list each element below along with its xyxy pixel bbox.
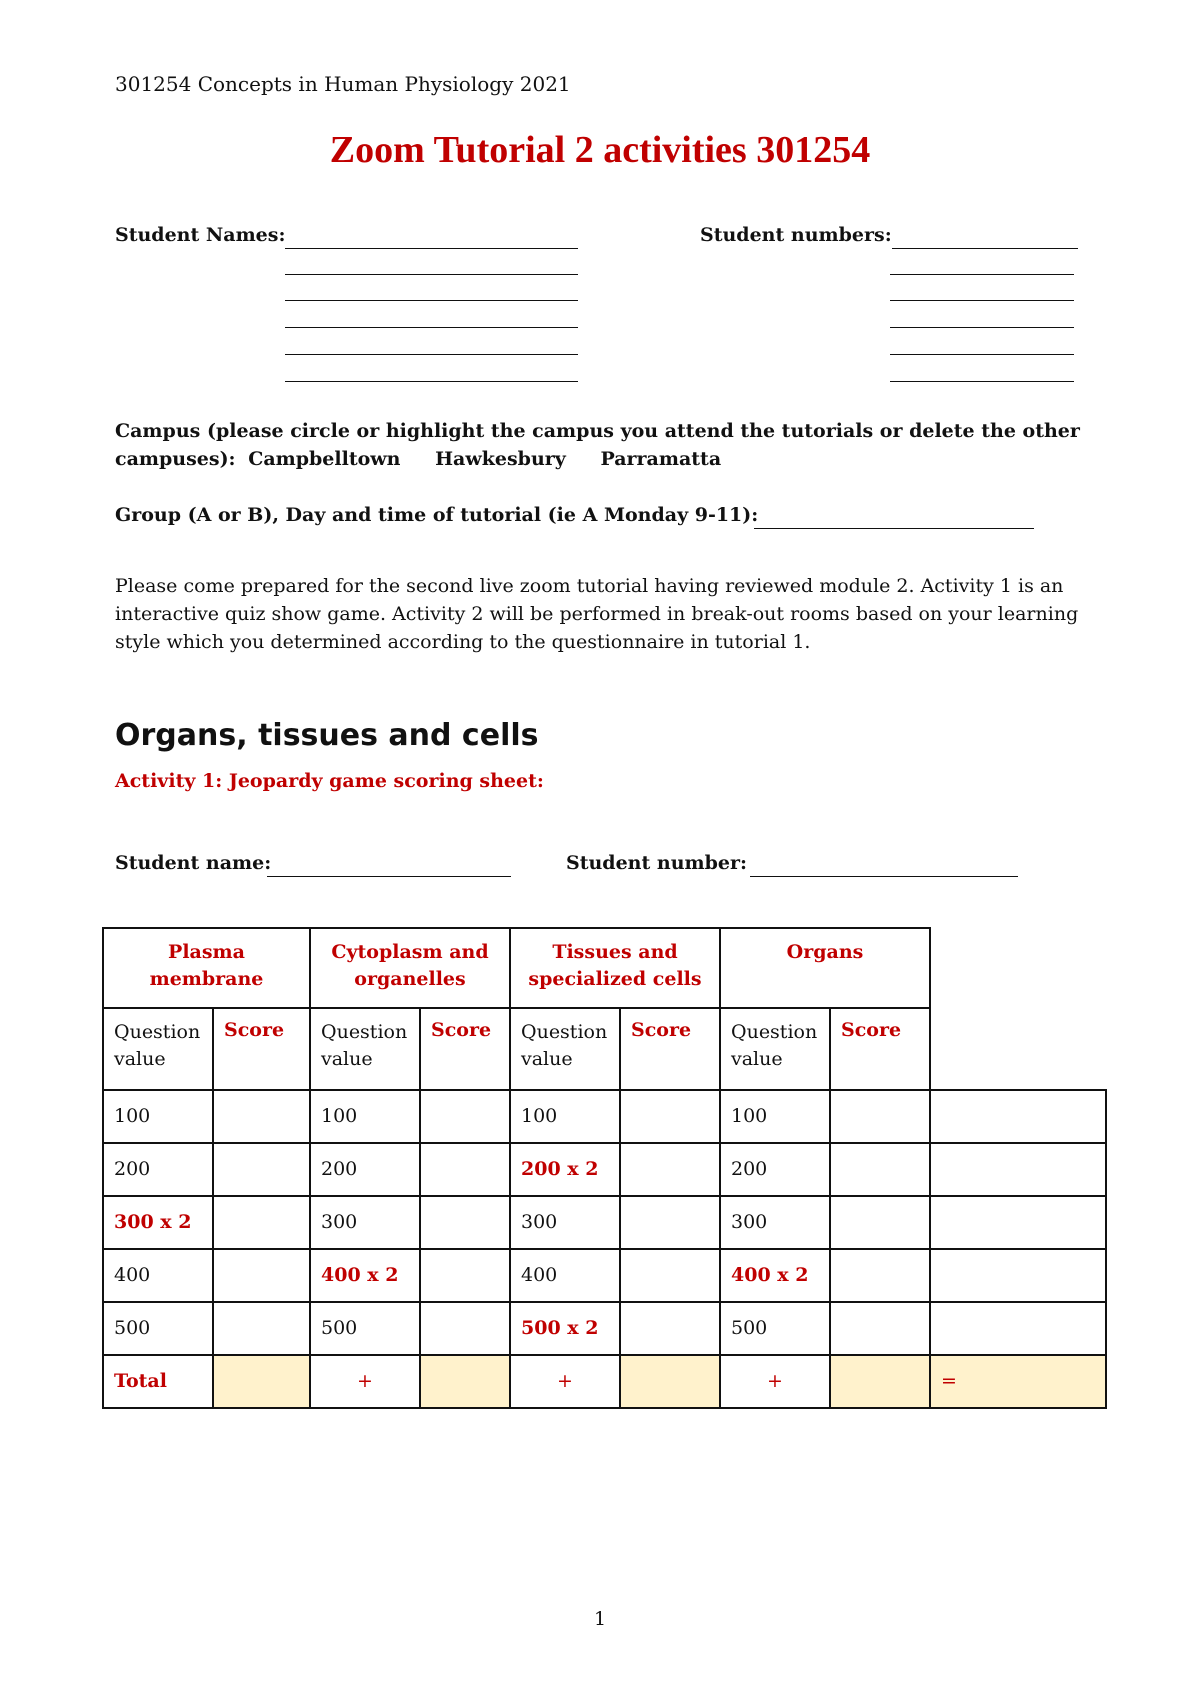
question-value-cell: 200 bbox=[310, 1143, 420, 1196]
question-value-cell: 200 x 2 bbox=[510, 1143, 620, 1196]
score-cell[interactable] bbox=[420, 1302, 510, 1355]
question-value-header: Question value bbox=[720, 1008, 830, 1090]
student-name-line-3[interactable] bbox=[285, 300, 578, 301]
question-value-cell: 400 x 2 bbox=[720, 1249, 830, 1302]
score-cell[interactable] bbox=[420, 1249, 510, 1302]
score-cell[interactable] bbox=[830, 1143, 930, 1196]
score-cell[interactable] bbox=[213, 1196, 310, 1249]
student-numbers-label: Student numbers: bbox=[700, 224, 892, 246]
score-header: Score bbox=[620, 1008, 720, 1090]
question-value-cell: 500 x 2 bbox=[510, 1302, 620, 1355]
student-number-line-3[interactable] bbox=[890, 300, 1074, 301]
student-number-line-6[interactable] bbox=[890, 381, 1074, 382]
intro-line-2: interactive quiz show game. Activity 2 will be performed in break-out rooms based on your learning bbox=[115, 603, 1079, 625]
question-value-cell: 100 bbox=[720, 1090, 830, 1143]
extra-cell bbox=[930, 1249, 1106, 1302]
campus-options bbox=[115, 448, 721, 470]
extra-cell bbox=[930, 1196, 1106, 1249]
blank-corner bbox=[930, 928, 1106, 1008]
score-cell[interactable] bbox=[830, 1090, 930, 1143]
question-value-header: Question value bbox=[510, 1008, 620, 1090]
plus-sign: + bbox=[720, 1355, 830, 1408]
group-line[interactable] bbox=[754, 528, 1034, 529]
question-value-header: Question value bbox=[103, 1008, 213, 1090]
score-cell[interactable] bbox=[830, 1302, 930, 1355]
activity-title: Activity 1: Jeopardy game scoring sheet: bbox=[115, 770, 544, 792]
question-value-cell: 300 bbox=[510, 1196, 620, 1249]
extra-cell bbox=[930, 1090, 1106, 1143]
question-value-cell: 200 bbox=[720, 1143, 830, 1196]
score-cell[interactable] bbox=[620, 1143, 720, 1196]
score-cell[interactable] bbox=[213, 1090, 310, 1143]
intro-paragraph bbox=[115, 572, 1100, 656]
score-student-number-line[interactable] bbox=[750, 876, 1018, 877]
question-value-cell: 100 bbox=[510, 1090, 620, 1143]
extra-cell bbox=[930, 1302, 1106, 1355]
student-name-line-2[interactable] bbox=[285, 274, 578, 275]
student-name-line-5[interactable] bbox=[285, 354, 578, 355]
question-value-cell: 200 bbox=[103, 1143, 213, 1196]
student-number-line-2[interactable] bbox=[890, 274, 1074, 275]
score-cell[interactable] bbox=[830, 1196, 930, 1249]
category-cytoplasm: Cytoplasm and organelles bbox=[310, 928, 510, 1008]
question-value-cell: 500 bbox=[310, 1302, 420, 1355]
jeopardy-score-table bbox=[102, 927, 1107, 1409]
question-value-cell: 300 bbox=[310, 1196, 420, 1249]
question-value-cell: 400 x 2 bbox=[310, 1249, 420, 1302]
campus-campbelltown[interactable]: Campbelltown bbox=[248, 448, 401, 470]
student-name-line-1[interactable] bbox=[285, 248, 578, 249]
score-student-number-label: Student number: bbox=[566, 852, 748, 874]
group-label: Group (A or B), Day and time of tutorial (ie A Monday 9-11): bbox=[115, 504, 759, 526]
question-value-cell: 500 bbox=[720, 1302, 830, 1355]
question-value-cell: 100 bbox=[310, 1090, 420, 1143]
question-value-cell: 300 bbox=[720, 1196, 830, 1249]
page-number: 1 bbox=[593, 1608, 607, 1630]
question-value-cell: 500 bbox=[103, 1302, 213, 1355]
score-cell[interactable] bbox=[420, 1090, 510, 1143]
student-number-line-5[interactable] bbox=[890, 354, 1074, 355]
student-names-label: Student Names: bbox=[115, 224, 286, 246]
score-header: Score bbox=[420, 1008, 510, 1090]
student-name-line-4[interactable] bbox=[285, 327, 578, 328]
score-cell[interactable] bbox=[620, 1249, 720, 1302]
score-cell[interactable] bbox=[213, 1302, 310, 1355]
total-score-tissues[interactable] bbox=[620, 1355, 720, 1408]
extra-cell bbox=[930, 1143, 1106, 1196]
category-tissues: Tissues and specialized cells bbox=[510, 928, 720, 1008]
score-student-name-line[interactable] bbox=[267, 876, 511, 877]
score-cell[interactable] bbox=[213, 1143, 310, 1196]
intro-line-1: Please come prepared for the second live zoom tutorial having reviewed module 2. Activity 1 is an bbox=[115, 575, 1064, 597]
campus-prefix: campuses): bbox=[115, 448, 236, 470]
category-plasma-membrane: Plasma membrane bbox=[103, 928, 310, 1008]
student-number-line-4[interactable] bbox=[890, 327, 1074, 328]
campus-instruction: Campus (please circle or highlight the campus you attend the tutorials or delete the other bbox=[115, 420, 1080, 442]
score-header: Score bbox=[213, 1008, 310, 1090]
page-title: Zoom Tutorial 2 activities 301254 bbox=[329, 129, 871, 171]
plus-sign: + bbox=[310, 1355, 420, 1408]
score-student-name-label: Student name: bbox=[115, 852, 272, 874]
section-title: Organs, tissues and cells bbox=[115, 718, 539, 753]
question-value-cell: 300 x 2 bbox=[103, 1196, 213, 1249]
total-score-cytoplasm[interactable] bbox=[420, 1355, 510, 1408]
campus-parramatta[interactable]: Parramatta bbox=[600, 448, 722, 470]
score-header: Score bbox=[830, 1008, 930, 1090]
course-header: 301254 Concepts in Human Physiology 2021 bbox=[115, 72, 571, 96]
score-cell[interactable] bbox=[620, 1090, 720, 1143]
total-score-organs[interactable] bbox=[830, 1355, 930, 1408]
campus-hawkesbury[interactable]: Hawkesbury bbox=[435, 448, 566, 470]
question-value-cell: 400 bbox=[103, 1249, 213, 1302]
student-number-line-1[interactable] bbox=[892, 248, 1078, 249]
category-organs: Organs bbox=[720, 928, 930, 1008]
score-cell[interactable] bbox=[213, 1249, 310, 1302]
grand-total[interactable]: = bbox=[930, 1355, 1106, 1408]
blank-corner bbox=[930, 1008, 1106, 1090]
score-cell[interactable] bbox=[830, 1249, 930, 1302]
score-cell[interactable] bbox=[420, 1143, 510, 1196]
score-cell[interactable] bbox=[620, 1302, 720, 1355]
question-value-cell: 100 bbox=[103, 1090, 213, 1143]
student-name-line-6[interactable] bbox=[285, 381, 578, 382]
plus-sign: + bbox=[510, 1355, 620, 1408]
question-value-header: Question value bbox=[310, 1008, 420, 1090]
intro-line-3: style which you determined according to the questionnaire in tutorial 1. bbox=[115, 631, 811, 653]
total-label: Total bbox=[103, 1355, 213, 1408]
total-score-plasma-membrane[interactable] bbox=[213, 1355, 310, 1408]
score-cell[interactable] bbox=[620, 1196, 720, 1249]
question-value-cell: 400 bbox=[510, 1249, 620, 1302]
score-cell[interactable] bbox=[420, 1196, 510, 1249]
